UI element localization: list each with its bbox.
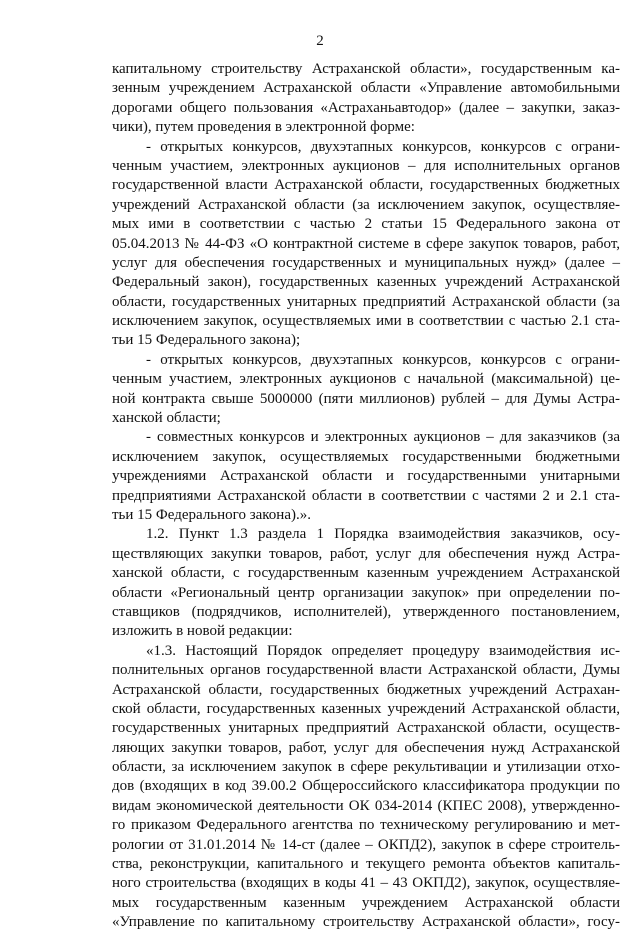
page-number: 2 — [316, 33, 324, 49]
text-line: зенным учреждением Астраханской области «Управление автомобильными — [112, 80, 620, 97]
text-line: изложить в новой редакции: — [112, 623, 293, 640]
text-line: мых государственным казенным учреждением Астраханской области — [112, 894, 620, 911]
text-line: Астраханской области, государственных бюджетных учреждений Астрахан- — [112, 681, 620, 698]
text-line: рологии от 31.01.2014 № 14-ст (далее – ОКПД2), закупок в сфере строитель- — [112, 836, 620, 853]
text-line: государственной власти Астраханской области, государственных бюджетных — [112, 177, 620, 194]
text-line: ляющих закупки товаров, работ, услуг для обеспечения нужд Астраханской — [112, 739, 620, 756]
text-line: 05.04.2013 № 44-ФЗ «О контрактной системе в сфере закупок товаров, работ, — [112, 235, 620, 252]
text-line: области «Региональный центр организации закупок» при определении по- — [112, 584, 620, 601]
text-line: ской области, государственных казенных учреждений Астраханской области, — [112, 700, 620, 717]
text-line: области, за исключением закупок в сфере рекультивации и утилизации отхо- — [112, 759, 620, 776]
text-line: видам экономической деятельности ОК 034-2014 (КПЕС 2008), утвержденно- — [112, 797, 620, 814]
text-line: учреждений Астраханской области (за исключением закупок, осуществляе- — [112, 196, 620, 213]
text-line: «1.3. Настоящий Порядок определяет процедуру взаимодействия ис- — [146, 642, 620, 659]
text-line: чики), путем проведения в электронной форме: — [112, 119, 415, 136]
text-line: предприятиями Астраханской области в соответствии с частями 2 и 2.1 ста- — [112, 487, 620, 504]
text-line: дов (входящих в код 39.00.2 Общероссийского классификатора продукции по — [112, 778, 620, 795]
text-line: исключением закупок, осуществляемых государственными бюджетными — [112, 448, 620, 465]
document-body — [112, 60, 620, 933]
text-line: ченным участием, электронных аукционов с начальной (максимальной) це- — [112, 371, 620, 388]
text-line: мых ими в соответствии с частью 2 статьи 15 Федерального закона от — [112, 216, 620, 233]
text-line: дорогами общего пользования «Астраханьавтодор» (далее – закупки, заказ- — [112, 99, 620, 116]
text-line: ханской области; — [112, 410, 221, 427]
text-line: капитальному строительству Астраханской области», государственным ка- — [112, 61, 620, 77]
text-line: услуг для обеспечения государственных и муниципальных нужд» (далее – — [112, 254, 620, 271]
text-line: - открытых конкурсов, двухэтапных конкурсов, конкурсов с ограни- — [146, 351, 620, 368]
text-line: - совместных конкурсов и электронных аукционов – для заказчиков (за — [146, 429, 620, 446]
text-line: ной контракта свыше 5000000 (пяти миллионов) рублей – для Думы Астра- — [112, 390, 620, 407]
text-line: ханской области, с государственным казенным учреждением Астраханской — [112, 565, 620, 582]
text-line: ченным участием, электронных аукционов – для исполнительных органов — [112, 157, 620, 174]
text-line: ществляющих закупки товаров, работ, услуг для обеспечения нужд Астра- — [112, 545, 620, 562]
text-line: го приказом Федерального агентства по техническому регулированию и мет- — [112, 817, 620, 834]
text-line: учреждениями Астраханской области и государственными унитарными — [112, 468, 620, 485]
text-line: ного строительства (входящих в коды 41 – 43 ОКПД2), закупок, осуществляе- — [112, 875, 620, 892]
text-line: ства, реконструкции, капитального и текущего ремонта объектов капиталь- — [112, 856, 620, 873]
text-line: 1.2. Пункт 1.3 раздела 1 Порядка взаимодействия заказчиков, осу- — [146, 526, 620, 543]
text-line: области, государственных унитарных предприятий Астраханской области (за — [112, 293, 620, 310]
text-line: - открытых конкурсов, двухэтапных конкурсов, конкурсов с ограни- — [146, 138, 620, 155]
text-line: тьи 15 Федерального закона); — [112, 332, 301, 349]
text-line: исключением закупок, осуществляемых ими в соответствии с частью 2.1 ста- — [112, 313, 620, 330]
text-line: государственных унитарных предприятий Астраханской области, осуществ- — [112, 720, 620, 737]
text-line: «Управление по капитальному строительству Астраханской области», госу- — [112, 914, 620, 931]
text-line: тьи 15 Федерального закона).». — [112, 506, 311, 523]
text-line: ставщиков (подрядчиков, исполнителей), утвержденного постановлением, — [112, 603, 620, 620]
text-line: Федеральный закон), государственных казенных учреждений Астраханской — [112, 274, 620, 291]
text-line: полнительных органов государственной власти Астраханской области, Думы — [112, 662, 620, 679]
